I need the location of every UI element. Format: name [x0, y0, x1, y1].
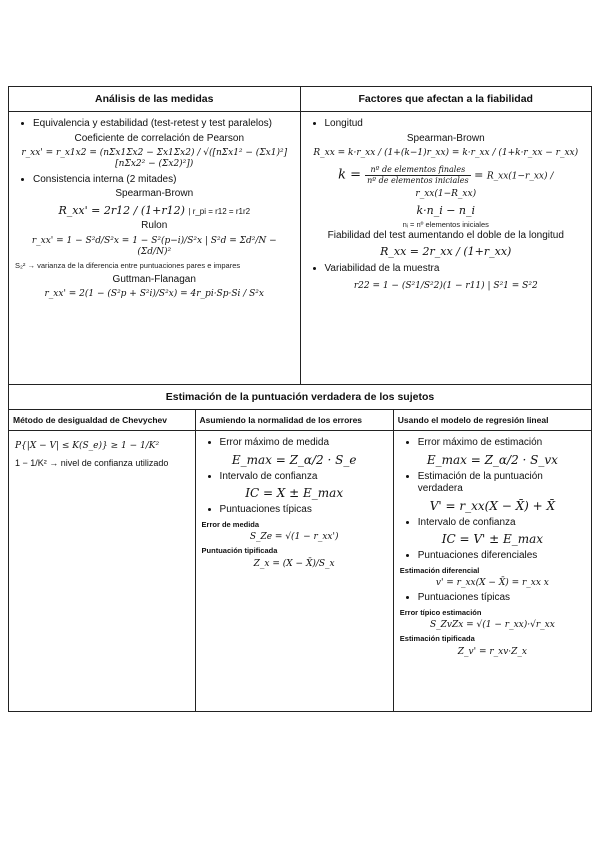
- col3-formula-2: V' = r_xx(X − X̄) + X̄: [429, 498, 556, 513]
- variab-formula: r22 = 1 − (S²1/S²2)(1 − r11) | S²1 = S²2: [353, 281, 538, 292]
- double-title: Fiabilidad del test aumentando el doble de la longitud: [327, 229, 564, 241]
- analisis-bullet-2: • Consistencia interna (2 mitades): [33, 174, 294, 187]
- col2-label-1: Error de medida: [201, 519, 260, 529]
- spearman-formula-b: R_xx = k·r_xx / (1+(k−1)r_xx) = k·r_xx / (1+k·r_xx − r_xx): [313, 148, 579, 158]
- col3-cell: [393, 431, 591, 712]
- pearson-formula: r_xx' = r_x1x2 = (nΣx1Σx2 − Σx1Σx2) / √([nΣx1² − (Σx1)²][nΣx2² − (Σx2)²]): [21, 148, 288, 170]
- col2-bullet-2: • Intervalo de confianza: [220, 471, 387, 484]
- chevychev-formula-1: P{|X − V| ≤ K(S_e)} ≥ 1 − 1/K²: [15, 441, 160, 451]
- col2-title: Asumiendo la normalidad de los errores: [199, 415, 363, 425]
- analisis-bullet-1: • Equivalencia y estabilidad (test-retest y test paralelos): [33, 118, 294, 131]
- k-fraction: [365, 165, 471, 186]
- spearman-title-b: Spearman-Brown: [406, 132, 485, 144]
- factores-title: Factores que afectan a la fiabilidad: [358, 93, 533, 105]
- guttman-title: Guttman-Flanagan: [112, 273, 196, 285]
- col3-formula-5: S_ZvZx = √(1 − r_xx)·√r_xx: [429, 620, 555, 630]
- col1-title: Método de desigualdad de Chevychev: [13, 415, 167, 425]
- col1-header: [9, 410, 196, 431]
- formula-sheet: [8, 86, 592, 712]
- col3-label-2: Error típico estimación: [399, 607, 482, 617]
- analisis-cell: • Equivalencia y estabilidad (test-retest y test paralelos) Coeficiente de correlación de Pearson r_xx' = r_x1x2 = (nΣx1Σx2 − Σx1Σx2) / √([nΣx1² − (Σx1)²][nΣx2² − (Σx2)²]) • Consistencia interna (2 mitades) Spearman-Brown R_xx' = 2r12 / (1+r12) | r_pi = r12 = r1r2 Rulon r_xx' = 1 − S²d/S²x = 1 − S²(p−i)/S²x | S²d = Σd²/N − (Σd/N)² S₂² → varianza de la diferencia entre puntuaciones pares e impares Guttman-Flanagan r_xx' = 2(1 − (S²p + S²i)/S²x) = 4r_pi·Sp·Si / S²x: [9, 112, 301, 385]
- k-numerator: nº de elementos finales: [365, 165, 471, 176]
- col1-cell: [9, 431, 196, 712]
- factores-cell: • Longitud Spearman-Brown R_xx = k·r_xx / (1+(k−1)r_xx) = k·r_xx / (1+k·r_xx − r_xx) k = $\frac{\text{nº de elementos finales}}{\text{nº de elementos iniciales}}$ = R_xx(1−r_xx) / r_xx(1−R_xx) k·n_i − n_i nᵢ = nº elementos iniciales Fiabilidad del test aumentando el doble de la longitud R_xx = 2r_xx / (1+r_xx) • Variabilidad de la muestra r22 = 1 − (S²1/S²2)(1 − r11) | S²1 = S²2: [300, 112, 592, 385]
- k-formula-rhs: R_xx(1−r_xx) / r_xx(1−R_xx): [415, 171, 554, 200]
- col2-formula-3: S_Ze = √(1 − r_xx'): [249, 531, 339, 542]
- col3-header: [393, 410, 591, 431]
- double-formula: R_xx = 2r_xx / (1+r_xx): [380, 245, 512, 259]
- bottom-table: [8, 409, 592, 712]
- rulon-title: Rulon: [141, 220, 168, 232]
- pearson-title: Coeficiente de correlación de Pearson: [74, 132, 245, 144]
- top-table: [8, 86, 592, 410]
- factores-bullet-1: • Longitud: [325, 118, 586, 131]
- col2-bullet-1: • Error máximo de medida: [220, 437, 387, 450]
- col3-formula-6: Z_v' = r_xv·Z_x: [457, 646, 527, 657]
- spearman-formula-a: R_xx' = 2r12 / (1+r12): [58, 203, 185, 217]
- col3-bullet-5: • Puntuaciones típicas: [418, 592, 585, 605]
- ni-note: nᵢ = nº elementos iniciales: [402, 220, 489, 230]
- col3-formula-3: IC = V' ± E_max: [441, 532, 544, 546]
- col3-label-1: Estimación diferencial: [399, 565, 480, 575]
- col3-formula-4: v' = r_xx(X − X̄) = r_xx x: [435, 577, 549, 588]
- guttman-formula: r_xx' = 2(1 − (S²p + S²i)/S²x) = 4r_pi·Sp·Si / S²x: [44, 289, 264, 300]
- col3-label-3: Estimación tipificada: [399, 634, 475, 644]
- rulon-note: S₂² → varianza de la diferencia entre puntuaciones pares e impares: [15, 261, 241, 271]
- chevychev-formula-2: 1 − 1/K² → nivel de confianza utilizado: [15, 458, 169, 469]
- analisis-header: [9, 87, 301, 112]
- col3-bullet-1: • Error máximo de estimación: [418, 437, 585, 450]
- col2-formula-2: IC = X ± E_max: [245, 486, 344, 500]
- estimacion-title: Estimación de la puntuación verdadera de los sujetos: [165, 391, 435, 403]
- col2-bullet-3: • Puntuaciones típicas: [220, 504, 387, 517]
- factores-header: [300, 87, 592, 112]
- k-denominator: nº de elementos iniciales: [367, 176, 469, 186]
- spearman-aside: r_pi = r12 = r1r2: [192, 206, 251, 216]
- k-ni-formula: k·n_i − n_i: [416, 203, 476, 217]
- factores-bullet-2: • Variabilidad de la muestra: [325, 263, 586, 276]
- col3-bullet-4: • Puntuaciones diferenciales: [418, 550, 585, 563]
- rulon-formula: r_xx' = 1 − S²d/S²x = 1 − S²(p−i)/S²x | S²d = Σd²/N − (Σd/N)²: [31, 235, 277, 257]
- analisis-title: Análisis de las medidas: [95, 93, 214, 105]
- col3-bullet-2: • Estimación de la puntuación verdadera: [418, 471, 585, 496]
- col3-title: Usando el modelo de regresión lineal: [397, 415, 549, 425]
- col2-label-2: Puntuación tipificada: [201, 546, 278, 556]
- col3-formula-1: E_max = Z_α/2 · S_vx: [426, 452, 558, 467]
- col2-formula-4: Z_x = (X − X̄)/S_x: [253, 558, 335, 569]
- estimacion-header: [9, 385, 592, 410]
- col2-formula-1: E_max = Z_α/2 · S_e: [231, 452, 357, 467]
- col3-bullet-3: • Intervalo de confianza: [418, 517, 585, 530]
- spearman-title-a: Spearman-Brown: [115, 188, 194, 199]
- col2-cell: [195, 431, 393, 712]
- col2-header: [195, 410, 393, 431]
